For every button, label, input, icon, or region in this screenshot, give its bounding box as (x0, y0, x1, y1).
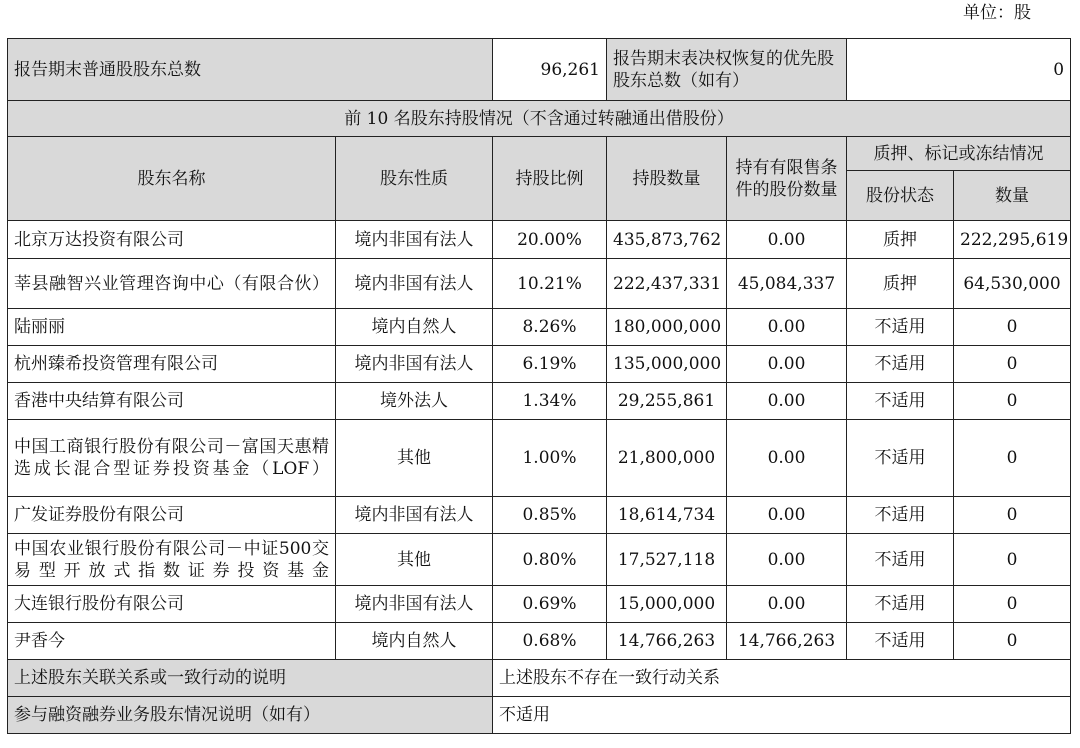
holder-status: 质押 (847, 259, 954, 309)
holder-name: 大连银行股份有限公司 (8, 586, 336, 623)
holder-pledged: 0 (954, 420, 1071, 497)
holder-quantity: 17,527,118 (607, 534, 727, 586)
table-row (8, 309, 1071, 346)
holder-pledged: 0 (954, 383, 1071, 420)
header-pledge-group: 质押、标记或冻结情况 (847, 137, 1071, 171)
holder-name: 杭州臻希投资管理有限公司 (8, 346, 336, 383)
holder-quantity: 15,000,000 (607, 586, 727, 623)
holder-nature: 其他 (336, 534, 493, 586)
table-row (8, 259, 1071, 309)
holder-ratio: 0.68% (493, 623, 607, 660)
holder-ratio: 1.00% (493, 420, 607, 497)
holder-quantity: 135,000,000 (607, 346, 727, 383)
holder-status: 不适用 (847, 586, 954, 623)
holder-restricted: 0.00 (727, 309, 847, 346)
holder-status: 不适用 (847, 623, 954, 660)
table-row (8, 534, 1071, 586)
holder-quantity: 435,873,762 (607, 221, 727, 259)
header-name: 股东名称 (8, 137, 336, 221)
holder-nature: 境外法人 (336, 383, 493, 420)
section-title: 前 10 名股东持股情况（不含通过转融通出借股份） (8, 101, 1071, 137)
header-row (8, 137, 1071, 171)
holder-name: 莘县融智兴业管理咨询中心（有限合伙） (8, 259, 336, 309)
holder-name: 尹香今 (8, 623, 336, 660)
holder-quantity: 18,614,734 (607, 497, 727, 534)
holder-status: 质押 (847, 221, 954, 259)
header-ratio: 持股比例 (493, 137, 607, 221)
holder-nature: 其他 (336, 420, 493, 497)
holder-pledged: 64,530,000 (954, 259, 1071, 309)
holder-nature: 境内自然人 (336, 623, 493, 660)
relation-value: 上述股东不存在一致行动关系 (493, 660, 1071, 697)
header-pledge-quantity: 数量 (954, 171, 1071, 221)
holder-ratio: 0.85% (493, 497, 607, 534)
holder-name: 中国农业银行股份有限公司－中证500交易型开放式指数证券投资基金 (8, 534, 336, 586)
table-row (8, 346, 1071, 383)
holder-quantity: 180,000,000 (607, 309, 727, 346)
relation-label: 上述股东关联关系或一致行动的说明 (8, 660, 493, 697)
holder-status: 不适用 (847, 383, 954, 420)
holder-quantity: 29,255,861 (607, 383, 727, 420)
holder-pledged: 0 (954, 309, 1071, 346)
total-holders-label: 报告期末普通股股东总数 (8, 39, 493, 101)
holder-quantity: 222,437,331 (607, 259, 727, 309)
holder-pledged: 222,295,619 (954, 221, 1071, 259)
holder-ratio: 8.26% (493, 309, 607, 346)
holder-pledged: 0 (954, 534, 1071, 586)
holder-ratio: 0.69% (493, 586, 607, 623)
holder-status: 不适用 (847, 497, 954, 534)
holder-restricted: 0.00 (727, 221, 847, 259)
margin-label: 参与融资融券业务股东情况说明（如有） (8, 697, 493, 734)
table-row (8, 497, 1071, 534)
header-nature: 股东性质 (336, 137, 493, 221)
holder-pledged: 0 (954, 497, 1071, 534)
preferred-holders-value: 0 (847, 39, 1071, 101)
holder-status: 不适用 (847, 534, 954, 586)
holder-nature: 境内自然人 (336, 309, 493, 346)
holder-name: 北京万达投资有限公司 (8, 221, 336, 259)
holder-restricted: 0.00 (727, 534, 847, 586)
holder-nature: 境内非国有法人 (336, 346, 493, 383)
margin-row (8, 697, 1071, 734)
table-row (8, 383, 1071, 420)
holder-ratio: 20.00% (493, 221, 607, 259)
holder-restricted: 14,766,263 (727, 623, 847, 660)
holder-restricted: 0.00 (727, 383, 847, 420)
holder-ratio: 0.80% (493, 534, 607, 586)
holder-nature: 境内非国有法人 (336, 259, 493, 309)
holder-pledged: 0 (954, 586, 1071, 623)
header-pledge-status: 股份状态 (847, 171, 954, 221)
holder-nature: 境内非国有法人 (336, 497, 493, 534)
holder-name: 中国工商银行股份有限公司－富国天惠精选成长混合型证券投资基金（LOF） (8, 420, 336, 497)
holder-pledged: 0 (954, 623, 1071, 660)
holder-ratio: 1.34% (493, 383, 607, 420)
holder-status: 不适用 (847, 309, 954, 346)
holder-restricted: 0.00 (727, 420, 847, 497)
shareholder-table (7, 38, 1071, 734)
preferred-holders-label: 报告期末表决权恢复的优先股股东总数（如有） (607, 39, 847, 101)
holder-restricted: 0.00 (727, 346, 847, 383)
holder-nature: 境内非国有法人 (336, 586, 493, 623)
table-row (8, 586, 1071, 623)
holder-status: 不适用 (847, 420, 954, 497)
holder-restricted: 0.00 (727, 497, 847, 534)
holder-name: 香港中央结算有限公司 (8, 383, 336, 420)
header-quantity: 持股数量 (607, 137, 727, 221)
holder-quantity: 14,766,263 (607, 623, 727, 660)
holder-restricted: 45,084,337 (727, 259, 847, 309)
holder-name: 广发证券股份有限公司 (8, 497, 336, 534)
margin-value: 不适用 (493, 697, 1071, 734)
holder-name: 陆丽丽 (8, 309, 336, 346)
table-row (8, 221, 1071, 259)
relation-row (8, 660, 1071, 697)
total-holders-value: 96,261 (493, 39, 607, 101)
table-row (8, 420, 1071, 497)
header-restricted: 持有有限售条件的股份数量 (727, 137, 847, 221)
holder-ratio: 10.21% (493, 259, 607, 309)
section-title-row (8, 101, 1071, 137)
summary-row (8, 39, 1071, 101)
holder-quantity: 21,800,000 (607, 420, 727, 497)
unit-label: 单位：股 (963, 3, 1031, 23)
holder-restricted: 0.00 (727, 586, 847, 623)
holder-pledged: 0 (954, 346, 1071, 383)
holder-status: 不适用 (847, 346, 954, 383)
holder-ratio: 6.19% (493, 346, 607, 383)
holder-nature: 境内非国有法人 (336, 221, 493, 259)
table-row (8, 623, 1071, 660)
